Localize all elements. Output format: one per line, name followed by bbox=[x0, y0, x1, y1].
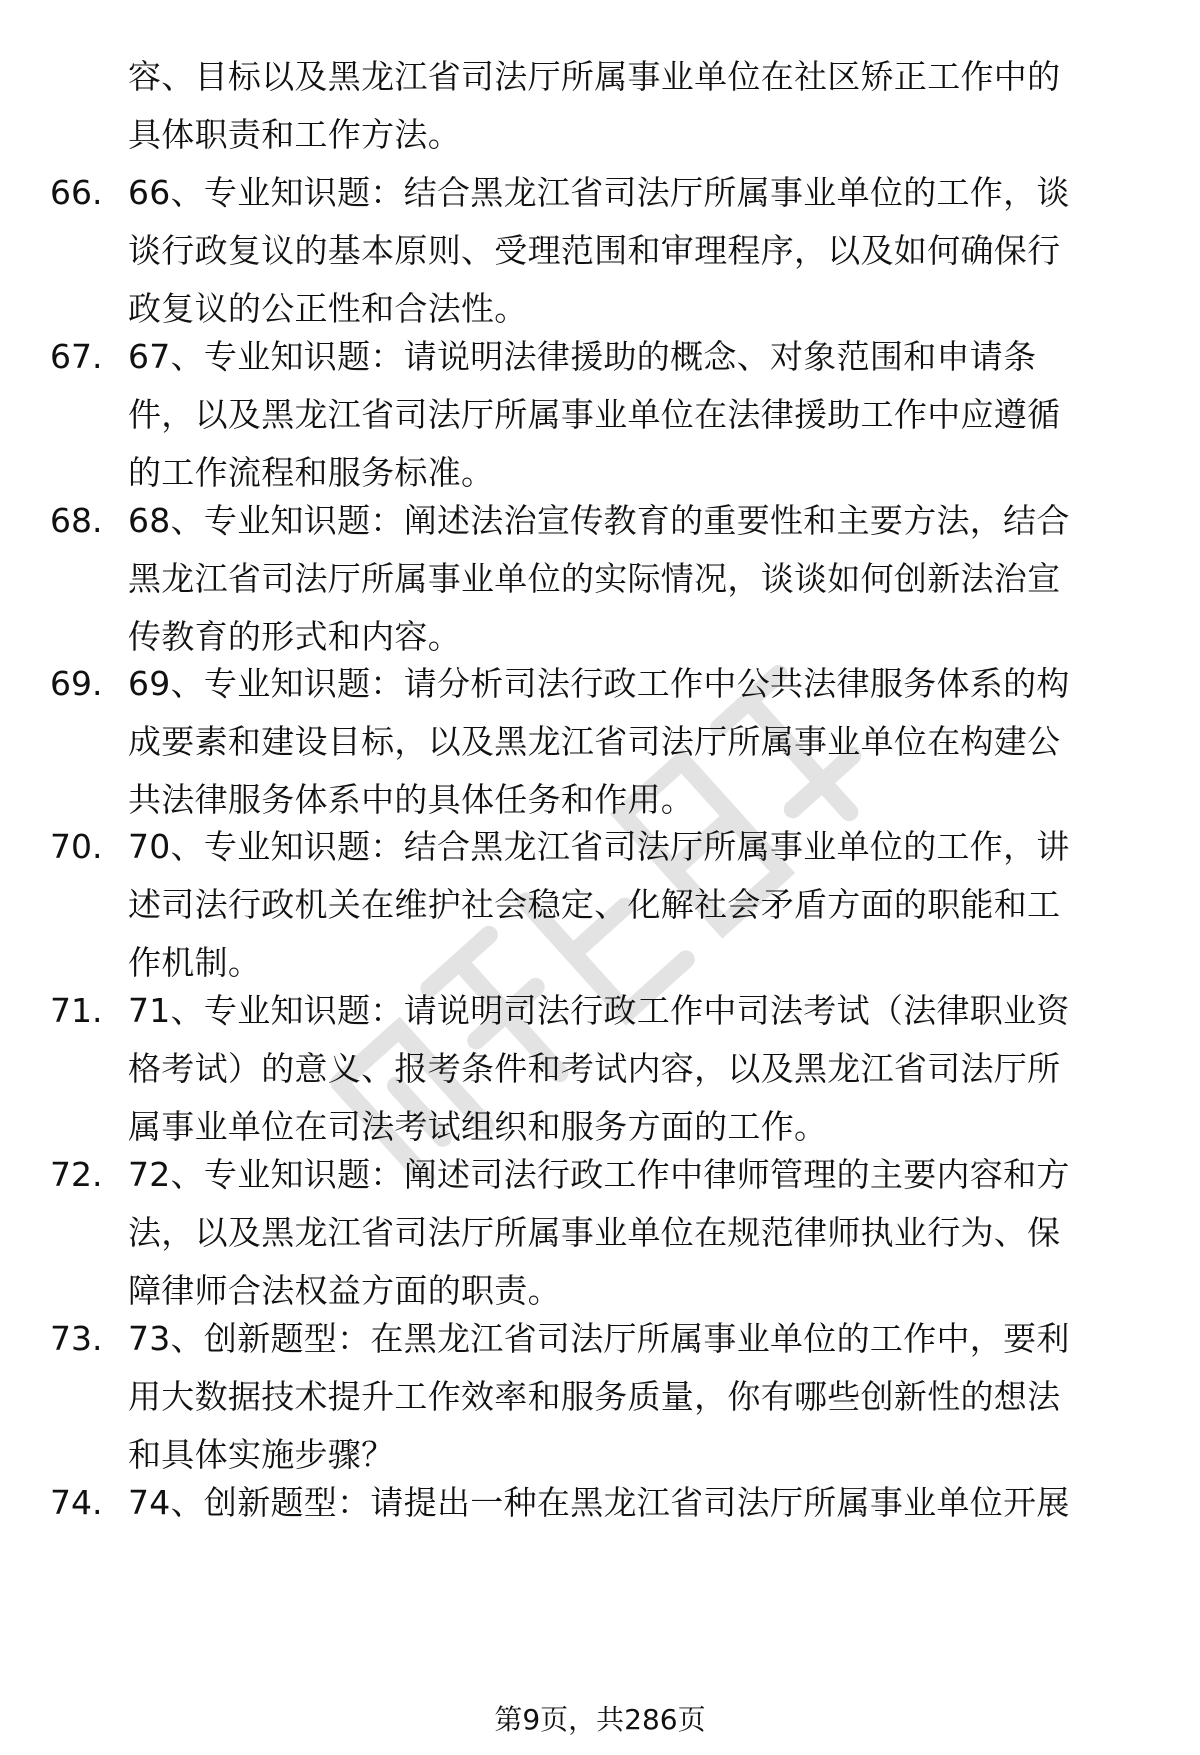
paragraph-line: 73、创新题型：在黑龙江省司法厅所属事业单位的工作中，要利 bbox=[128, 1319, 1070, 1358]
paragraph-line: 政复议的公正性和合法性。 bbox=[128, 289, 528, 328]
paragraph-line: 法，以及黑龙江省司法厅所属事业单位在规范律师执业行为、保 bbox=[128, 1213, 1061, 1252]
list-number: 70. bbox=[50, 827, 103, 866]
paragraph-line: 谈行政复议的基本原则、受理范围和审理程序，以及如何确保行 bbox=[128, 231, 1061, 270]
paragraph-line: 格考试）的意义、报考条件和考试内容，以及黑龙江省司法厅所 bbox=[128, 1049, 1061, 1088]
paragraph-line: 66、专业知识题：结合黑龙江省司法厅所属事业单位的工作，谈 bbox=[128, 173, 1070, 212]
paragraph-line: 69、专业知识题：请分析司法行政工作中公共法律服务体系的构 bbox=[128, 664, 1070, 703]
paragraph-line: 具体职责和工作方法。 bbox=[128, 115, 461, 154]
paragraph-line: 件，以及黑龙江省司法厅所属事业单位在法律援助工作中应遵循 bbox=[128, 395, 1061, 434]
list-number: 69. bbox=[50, 664, 103, 703]
paragraph-line: 容、目标以及黑龙江省司法厅所属事业单位在社区矫正工作中的 bbox=[128, 57, 1061, 96]
paragraph-line: 述司法行政机关在维护社会稳定、化解社会矛盾方面的职能和工 bbox=[128, 885, 1061, 924]
paragraph-line: 68、专业知识题：阐述法治宣传教育的重要性和主要方法，结合 bbox=[128, 501, 1070, 540]
list-number: 71. bbox=[50, 991, 103, 1030]
paragraph-line: 的工作流程和服务标准。 bbox=[128, 453, 495, 492]
list-number: 74. bbox=[50, 1483, 103, 1522]
paragraph-line: 74、创新题型：请提出一种在黑龙江省司法厅所属事业单位开展 bbox=[128, 1483, 1070, 1522]
paragraph-line: 67、专业知识题：请说明法律援助的概念、对象范围和申请条 bbox=[128, 337, 1037, 376]
list-number: 73. bbox=[50, 1319, 103, 1358]
paragraph-line: 72、专业知识题：阐述司法行政工作中律师管理的主要内容和方 bbox=[128, 1155, 1070, 1194]
list-number: 68. bbox=[50, 501, 103, 540]
paragraph-line: 黑龙江省司法厅所属事业单位的实际情况，谈谈如何创新法治宣 bbox=[128, 559, 1061, 598]
paragraph-line: 成要素和建设目标，以及黑龙江省司法厅所属事业单位在构建公 bbox=[128, 722, 1061, 761]
paragraph-line: 71、专业知识题：请说明司法行政工作中司法考试（法律职业资 bbox=[128, 991, 1070, 1030]
list-number: 67. bbox=[50, 337, 103, 376]
paragraph-line: 作机制。 bbox=[128, 943, 262, 982]
paragraph-line: 70、专业知识题：结合黑龙江省司法厅所属事业单位的工作，讲 bbox=[128, 827, 1070, 866]
page-number-footer: 第9页，共286页 bbox=[494, 1703, 706, 1736]
list-number: 66. bbox=[50, 173, 103, 212]
paragraph-line: 用大数据技术提升工作效率和服务质量，你有哪些创新性的想法 bbox=[128, 1377, 1061, 1416]
paragraph-line: 属事业单位在司法考试组织和服务方面的工作。 bbox=[128, 1107, 828, 1146]
paragraph-line: 传教育的形式和内容。 bbox=[128, 617, 461, 656]
paragraph-line: 和具体实施步骤？ bbox=[128, 1435, 395, 1474]
list-number: 72. bbox=[50, 1155, 103, 1194]
paragraph-line: 障律师合法权益方面的职责。 bbox=[128, 1271, 561, 1310]
paragraph-line: 共法律服务体系中的具体任务和作用。 bbox=[128, 780, 695, 819]
